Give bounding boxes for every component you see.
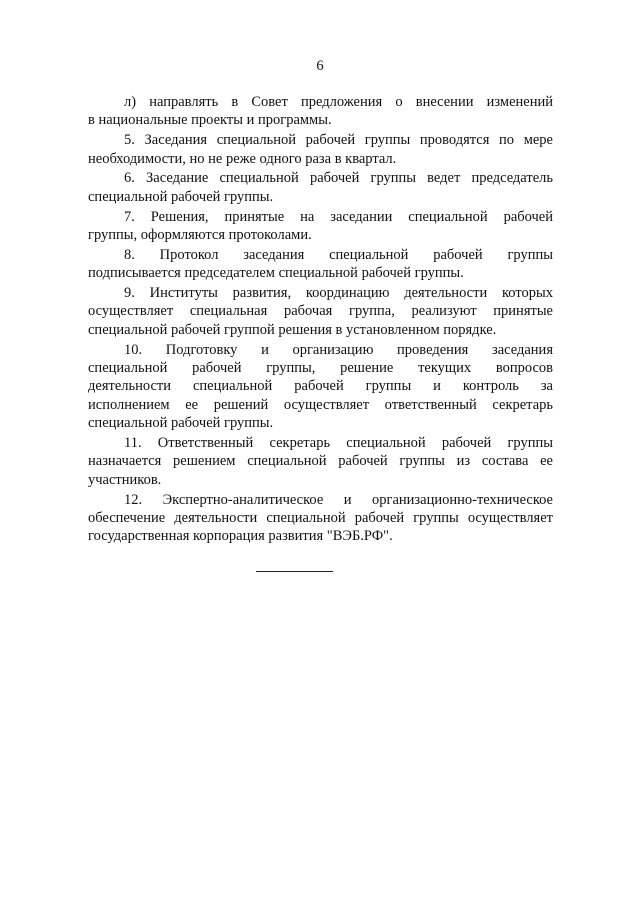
text-line: 5. Заседания специальной рабочей группы проводятся по мере xyxy=(124,132,553,149)
text-line: специальной рабочей группой решения в установленном порядке. xyxy=(88,321,497,338)
paragraph-11 xyxy=(88,434,553,489)
text-line: л) направлять в Совет предложения о внесении изменений xyxy=(124,94,553,110)
text-line: специальной рабочей группы. xyxy=(88,415,274,432)
text-line: 9. Институты развития, координацию деятельности которых xyxy=(124,285,553,302)
page-number: 6 xyxy=(316,58,324,74)
text-line: государственная корпорация развития "ВЭБ.РФ". xyxy=(88,528,393,545)
text-line: подписывается председателем специальной рабочей группы. xyxy=(88,265,464,282)
text-line: осуществляет специальная рабочая группа, реализуют принятые xyxy=(88,303,553,320)
paragraph-6 xyxy=(88,169,553,206)
text-line: в национальные проекты и программы. xyxy=(88,112,332,129)
text-line: назначается решением специальной рабочей группы из состава ее xyxy=(88,453,553,470)
text-line: 6. Заседание специальной рабочей группы ведет председатель xyxy=(124,170,553,187)
text-line: 7. Решения, принятые на заседании специальной рабочей xyxy=(124,208,553,225)
text-line: группы, оформляются протоколами. xyxy=(88,227,312,244)
text-line: 11. Ответственный секретарь специальной рабочей группы xyxy=(124,435,553,452)
paragraph-10 xyxy=(88,341,553,433)
text-line: необходимости, но не реже одного раза в квартал. xyxy=(88,150,397,167)
text-line: 8. Протокол заседания специальной рабочей группы xyxy=(124,246,553,263)
paragraph-5 xyxy=(88,131,553,168)
paragraph-7 xyxy=(88,208,553,245)
text-line: специальной рабочей группы. xyxy=(88,188,274,205)
end-separator-line xyxy=(256,571,333,572)
document-body xyxy=(88,93,553,546)
paragraph-8 xyxy=(88,246,553,283)
text-line: специальной рабочей группы, решение текущих вопросов xyxy=(88,360,553,377)
text-line: обеспечение деятельности специальной рабочей группы осуществляет xyxy=(88,510,553,527)
text-line: 10. Подготовку и организацию проведения заседания xyxy=(124,341,553,358)
paragraph-12 xyxy=(88,491,553,546)
text-line: исполнением ее решений осуществляет ответственный секретарь xyxy=(88,396,553,413)
paragraph-9 xyxy=(88,284,553,339)
text-line: участников. xyxy=(88,471,162,488)
text-line: 12. Экспертно-аналитическое и организационно-техническое xyxy=(124,491,553,508)
paragraph-l xyxy=(88,93,553,130)
text-line: деятельности специальной рабочей группы и контроль за xyxy=(88,378,553,395)
